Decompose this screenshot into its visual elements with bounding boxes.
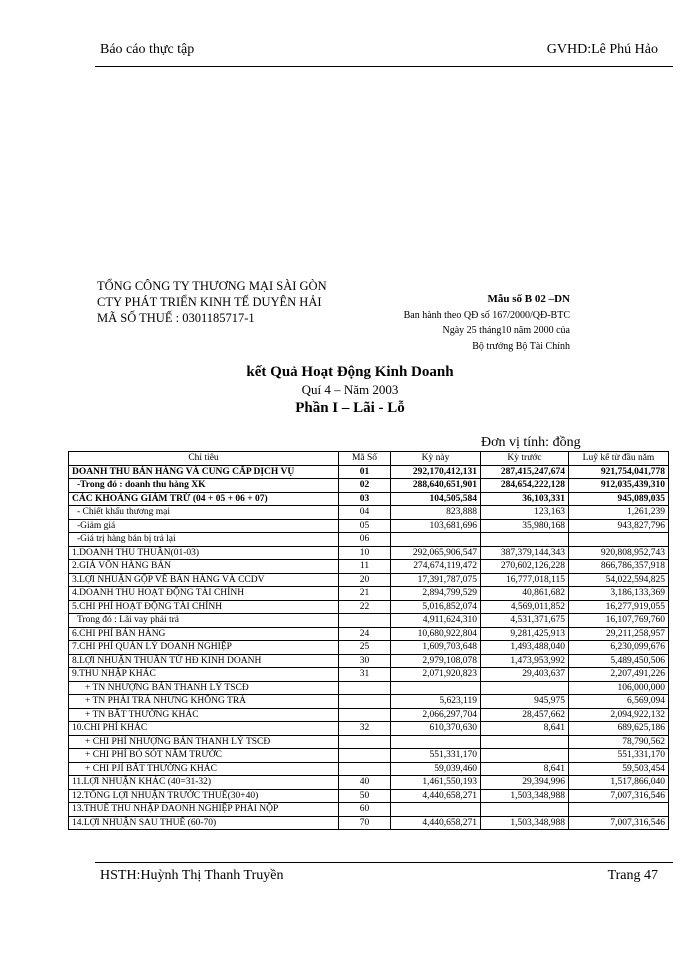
row-label: 11.LỢI NHUẬN KHÁC (40=31-32) xyxy=(69,776,339,790)
row-label: 13.THUẾ THU NHẬP DAONH NGHIỆP PHẢI NỘP xyxy=(69,803,339,817)
row-current: 292,065,906,547 xyxy=(391,546,481,560)
row-previous: 16,777,018,115 xyxy=(481,573,569,587)
row-previous xyxy=(481,803,569,817)
row-previous: 287,415,247,674 xyxy=(481,465,569,479)
row-ytd: 7,007,316,546 xyxy=(569,816,669,830)
row-previous xyxy=(481,749,569,763)
table-row xyxy=(69,533,669,547)
footer-right: Trang 47 xyxy=(607,868,658,883)
row-code: 02 xyxy=(339,479,391,493)
row-code: 50 xyxy=(339,789,391,803)
row-current: 2,979,108,078 xyxy=(391,654,481,668)
row-previous: 1,503,348,988 xyxy=(481,789,569,803)
row-ytd: 866,786,357,918 xyxy=(569,560,669,574)
table-row xyxy=(69,803,669,817)
row-code xyxy=(339,681,391,695)
row-ytd: 6,230,099,676 xyxy=(569,641,669,655)
row-current xyxy=(391,681,481,695)
table-row xyxy=(69,776,669,790)
header-ytd: Luỹ kế từ đầu năm xyxy=(569,452,669,466)
row-current: 103,681,696 xyxy=(391,519,481,533)
row-label: - Chiết khấu thương mại xyxy=(69,506,339,520)
row-code: 03 xyxy=(339,492,391,506)
row-ytd: 106,000,000 xyxy=(569,681,669,695)
row-previous: 36,103,331 xyxy=(481,492,569,506)
row-label: 4.DOANH THU HOẠT ĐỘNG TÀI CHÍNH xyxy=(69,587,339,601)
row-code: 70 xyxy=(339,816,391,830)
row-label: 10.CHI PHÍ KHÁC xyxy=(69,722,339,736)
row-label: 2.GIÁ VỐN HÀNG BÁN xyxy=(69,560,339,574)
row-ytd: 689,625,186 xyxy=(569,722,669,736)
table-row xyxy=(69,816,669,830)
row-current: 4,440,658,271 xyxy=(391,789,481,803)
header-code: Mã Số xyxy=(339,452,391,466)
row-previous: 9,281,425,913 xyxy=(481,627,569,641)
row-current: 274,674,119,472 xyxy=(391,560,481,574)
row-previous: 284,654,222,128 xyxy=(481,479,569,493)
table-row xyxy=(69,479,669,493)
table-row xyxy=(69,762,669,776)
form-date: Ngày 25 tháng10 năm 2000 của xyxy=(442,325,570,336)
row-current: 17,391,787,075 xyxy=(391,573,481,587)
row-ytd: 7,007,316,546 xyxy=(569,789,669,803)
row-current: 551,331,170 xyxy=(391,749,481,763)
form-authority: Bộ trưởng Bộ Tài Chính xyxy=(472,340,570,352)
row-previous: 4,531,371,675 xyxy=(481,614,569,628)
table-row xyxy=(69,681,669,695)
table-row xyxy=(69,789,669,803)
row-previous: 945,975 xyxy=(481,695,569,709)
row-label: CÁC KHOẢNG GIẢM TRỪ (04 + 05 + 06 + 07) xyxy=(69,492,339,506)
row-previous: 40,861,682 xyxy=(481,587,569,601)
row-label: + CHI PHÍ BỎ SÓT NĂM TRƯỚC xyxy=(69,749,339,763)
table-row xyxy=(69,627,669,641)
row-code xyxy=(339,708,391,722)
row-ytd: 2,207,491,226 xyxy=(569,668,669,682)
row-label: 5.CHI PHÍ HOẠT ĐỘNG TÀI CHÍNH xyxy=(69,600,339,614)
row-code: 25 xyxy=(339,641,391,655)
row-ytd: 551,331,170 xyxy=(569,749,669,763)
row-current: 823,888 xyxy=(391,506,481,520)
row-label: + CHI PJÍ BẤT THƯỜNG KHÁC xyxy=(69,762,339,776)
table-row xyxy=(69,465,669,479)
row-code xyxy=(339,614,391,628)
table-row xyxy=(69,735,669,749)
form-info xyxy=(404,292,570,354)
row-code: 32 xyxy=(339,722,391,736)
row-code: 31 xyxy=(339,668,391,682)
row-previous xyxy=(481,735,569,749)
row-previous: 4,569,011,852 xyxy=(481,600,569,614)
row-ytd: 1,261,239 xyxy=(569,506,669,520)
row-ytd: 6,569,094 xyxy=(569,695,669,709)
income-statement-table xyxy=(68,451,669,830)
table-header-row xyxy=(69,452,669,466)
table-row xyxy=(69,722,669,736)
form-code: Mẫu số B 02 –DN xyxy=(487,293,570,305)
report-period: Quí 4 – Năm 2003 xyxy=(301,382,399,397)
table-row xyxy=(69,492,669,506)
row-current: 292,170,412,131 xyxy=(391,465,481,479)
row-previous: 1,503,348,988 xyxy=(481,816,569,830)
row-current: 2,894,799,529 xyxy=(391,587,481,601)
row-label: 3.LỢI NHUẬN GỘP VỀ BÁN HÀNG VÀ CCDV xyxy=(69,573,339,587)
row-previous: 8,641 xyxy=(481,762,569,776)
row-ytd: 912,035,439,310 xyxy=(569,479,669,493)
report-title: kết Quả Hoạt Động Kinh Doanh xyxy=(246,364,454,380)
row-label: 1.DOANH THU THUẦN(01-03) xyxy=(69,546,339,560)
header-item: Chỉ tiêu xyxy=(69,452,339,466)
currency-unit: Đơn vị tính: đồng xyxy=(481,435,581,450)
row-ytd: 54,022,594,825 xyxy=(569,573,669,587)
row-previous: 29,403,637 xyxy=(481,668,569,682)
row-ytd: 78,790,562 xyxy=(569,735,669,749)
row-code xyxy=(339,695,391,709)
form-decision: Ban hành theo QĐ số 167/2000/QĐ-BTC xyxy=(403,309,570,321)
row-previous: 123,163 xyxy=(481,506,569,520)
row-label: -Giảm giá xyxy=(69,519,339,533)
row-previous: 29,394,996 xyxy=(481,776,569,790)
row-previous: 28,457,662 xyxy=(481,708,569,722)
row-current: 5,016,852,074 xyxy=(391,600,481,614)
row-code xyxy=(339,735,391,749)
table-row xyxy=(69,587,669,601)
footer-left: HSTH:Huỳnh Thị Thanh Truyền xyxy=(100,868,284,883)
row-label: + CHI PHÍ NHƯỢNG BÁN THANH LÝ TSCĐ xyxy=(69,735,339,749)
table-row xyxy=(69,695,669,709)
table-row xyxy=(69,749,669,763)
row-ytd: 1,517,866,040 xyxy=(569,776,669,790)
row-label: Trong đó : Lãi vay phải trả xyxy=(69,614,339,628)
row-previous xyxy=(481,533,569,547)
row-label: 8.LỢI NHUẬN THUẦN TỪ HĐ KINH DOANH xyxy=(69,654,339,668)
header-rule xyxy=(95,66,673,67)
table-row xyxy=(69,560,669,574)
table-row xyxy=(69,654,669,668)
row-current: 4,911,624,310 xyxy=(391,614,481,628)
row-label: -Trong đó : doanh thu hàng XK xyxy=(69,479,339,493)
table-row xyxy=(69,573,669,587)
row-code: 06 xyxy=(339,533,391,547)
row-previous: 387,379,144,343 xyxy=(481,546,569,560)
report-part: Phần I – Lãi - Lỗ xyxy=(295,400,405,416)
row-ytd: 16,277,919,055 xyxy=(569,600,669,614)
row-current: 1,609,703,648 xyxy=(391,641,481,655)
table-row xyxy=(69,546,669,560)
row-ytd: 943,827,796 xyxy=(569,519,669,533)
row-code: 01 xyxy=(339,465,391,479)
row-code: 20 xyxy=(339,573,391,587)
table-row xyxy=(69,614,669,628)
row-previous: 1,473,953,992 xyxy=(481,654,569,668)
row-ytd: 2,094,922,132 xyxy=(569,708,669,722)
company-tax-code: MÃ SỐ THUẾ : 0301185717-1 xyxy=(97,311,255,325)
row-current: 10,680,922,804 xyxy=(391,627,481,641)
row-ytd: 59,503,454 xyxy=(569,762,669,776)
row-previous: 8,641 xyxy=(481,722,569,736)
table-row xyxy=(69,668,669,682)
row-previous: 270,602,126,228 xyxy=(481,560,569,574)
row-label: + TN PHẢI TRẢ NHƯNG KHÔNG TRẢ xyxy=(69,695,339,709)
row-current: 610,370,630 xyxy=(391,722,481,736)
row-code: 11 xyxy=(339,560,391,574)
row-current: 2,071,920,823 xyxy=(391,668,481,682)
row-current xyxy=(391,735,481,749)
row-current: 5,623,119 xyxy=(391,695,481,709)
row-ytd: 3,186,133,369 xyxy=(569,587,669,601)
row-code: 40 xyxy=(339,776,391,790)
row-current: 4,440,658,271 xyxy=(391,816,481,830)
row-ytd: 29,211,258,957 xyxy=(569,627,669,641)
header-right: GVHD:Lê Phú Hảo xyxy=(546,42,658,57)
row-label: 7.CHI PHÍ QUẢN LÝ DOANH NGHIỆP xyxy=(69,641,339,655)
row-ytd: 16,107,769,760 xyxy=(569,614,669,628)
header-previous: Kỳ trước xyxy=(481,452,569,466)
table-row xyxy=(69,708,669,722)
table-row xyxy=(69,641,669,655)
footer-rule xyxy=(95,862,673,863)
row-label: + TN NHƯỢNG BÁN THANH LÝ TSCĐ xyxy=(69,681,339,695)
header-left: Báo cáo thực tập xyxy=(100,42,195,57)
table-row xyxy=(69,519,669,533)
row-label: 14.LỢI NHUẬN SAU THUẾ (60-70) xyxy=(69,816,339,830)
row-code: 04 xyxy=(339,506,391,520)
row-current: 59,039,460 xyxy=(391,762,481,776)
row-label: DOANH THU BÁN HÀNG VÀ CUNG CẤP DỊCH VỤ xyxy=(69,465,339,479)
row-previous xyxy=(481,681,569,695)
row-code: 60 xyxy=(339,803,391,817)
row-code: 10 xyxy=(339,546,391,560)
row-code xyxy=(339,749,391,763)
row-code: 30 xyxy=(339,654,391,668)
row-label: 12.TỔNG LỢI NHUẬN TRƯỚC THUẾ(30+40) xyxy=(69,789,339,803)
header-current: Kỳ này xyxy=(391,452,481,466)
row-ytd: 5,489,450,506 xyxy=(569,654,669,668)
row-ytd xyxy=(569,533,669,547)
row-code: 22 xyxy=(339,600,391,614)
row-code xyxy=(339,762,391,776)
row-previous: 1,493,488,040 xyxy=(481,641,569,655)
table-row xyxy=(69,506,669,520)
row-current xyxy=(391,533,481,547)
row-ytd: 920,808,952,743 xyxy=(569,546,669,560)
row-ytd xyxy=(569,803,669,817)
row-label: 9.THU NHẬP KHÁC xyxy=(69,668,339,682)
row-code: 21 xyxy=(339,587,391,601)
table-row xyxy=(69,600,669,614)
row-previous: 35,980,168 xyxy=(481,519,569,533)
row-current xyxy=(391,803,481,817)
company-branch: CTY PHÁT TRIỂN KINH TẾ DUYÊN HẢI xyxy=(97,295,322,309)
row-label: 6.CHI PHÍ BÁN HÀNG xyxy=(69,627,339,641)
row-current: 104,505,584 xyxy=(391,492,481,506)
company-name: TỔNG CÔNG TY THƯƠNG MẠI SÀI GÒN xyxy=(97,279,327,293)
row-current: 1,461,550,193 xyxy=(391,776,481,790)
row-code: 05 xyxy=(339,519,391,533)
row-current: 2,066,297,704 xyxy=(391,708,481,722)
row-label: + TN BẤT THƯỜNG KHÁC xyxy=(69,708,339,722)
row-code: 24 xyxy=(339,627,391,641)
row-label: -Giá trị hàng bán bị trả lại xyxy=(69,533,339,547)
row-ytd: 921,754,041,778 xyxy=(569,465,669,479)
row-current: 288,640,651,901 xyxy=(391,479,481,493)
company-block xyxy=(97,278,327,326)
row-ytd: 945,089,035 xyxy=(569,492,669,506)
